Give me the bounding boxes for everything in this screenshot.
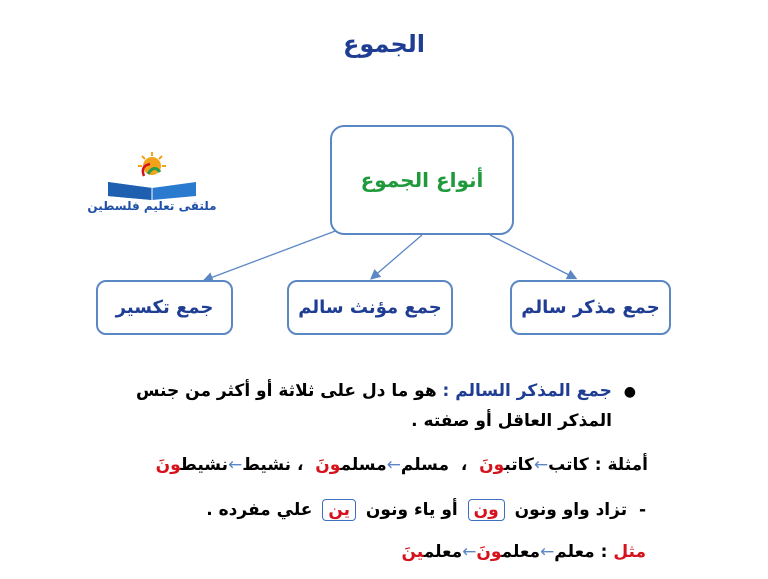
rule-text: تزاد واو ونون	[514, 500, 628, 520]
highlight-waw-nun: ون	[468, 499, 505, 521]
example-stem: مسلم	[340, 455, 387, 475]
example-suffix: ينَ	[401, 542, 424, 562]
example-suffix: ونَ	[479, 455, 505, 475]
page-title: الجموع	[342, 30, 426, 58]
rule-dash: -	[638, 500, 646, 520]
example2-line	[46, 539, 646, 565]
separator: ،	[460, 455, 468, 475]
example-stem: نشيط	[180, 455, 228, 475]
example-word: كاتب	[548, 455, 589, 475]
example-stem: كاتب	[504, 455, 534, 475]
example-stem: معلم	[423, 542, 463, 562]
example-suffix: ونَ	[315, 455, 341, 475]
example-stem: معلم	[501, 542, 541, 562]
separator: ،	[296, 455, 304, 475]
definition-text: هو ما دل على ثلاثة أو أكثر من جنس	[136, 381, 437, 401]
rule-text: علي مفرده .	[206, 500, 313, 520]
rule-text: أو ياء ونون	[365, 500, 458, 520]
diagram-box-masculine-plural	[510, 280, 671, 335]
arrow-left-icon: ←	[533, 455, 549, 475]
logo-text: ملتقى تعليم فلسطين	[87, 199, 217, 213]
examples-line	[8, 452, 648, 478]
arrow-left-icon: ←	[227, 455, 243, 475]
diagram-box-label: جمع مذكر سالم	[521, 297, 660, 318]
example2-label: مثل	[613, 542, 646, 562]
highlight-ya-nun: ين	[322, 499, 356, 521]
example-word: معلم	[554, 542, 595, 562]
diagram-box-label: جمع تكسير	[115, 297, 214, 318]
definition-line2: المذكر العاقل أو صفته .	[411, 411, 612, 431]
bullet-icon: ●	[623, 384, 636, 400]
definition-term: جمع المذكر السالم :	[442, 381, 612, 401]
arrow-left-icon: ←	[386, 455, 401, 475]
rule-line	[46, 497, 646, 523]
diagram-root-label: أنواع الجموع	[360, 168, 484, 192]
example-suffix: ونَ	[155, 455, 181, 475]
arrow-left-icon: ←	[462, 542, 477, 562]
example2-colon: :	[600, 542, 608, 562]
diagram-box-feminine-plural	[287, 280, 453, 335]
example-suffix: ونَ	[476, 542, 502, 562]
arrow-left-icon: ←	[540, 542, 555, 562]
example-word: مسلم	[400, 455, 449, 475]
diagram-box-label: جمع مؤنث سالم	[298, 297, 442, 318]
diagram-box-broken-plural	[96, 280, 233, 335]
examples-label: أمثلة :	[594, 455, 648, 475]
example-word: نشيط	[242, 455, 292, 475]
definition-line1	[76, 378, 636, 405]
diagram-root-box	[330, 125, 514, 235]
